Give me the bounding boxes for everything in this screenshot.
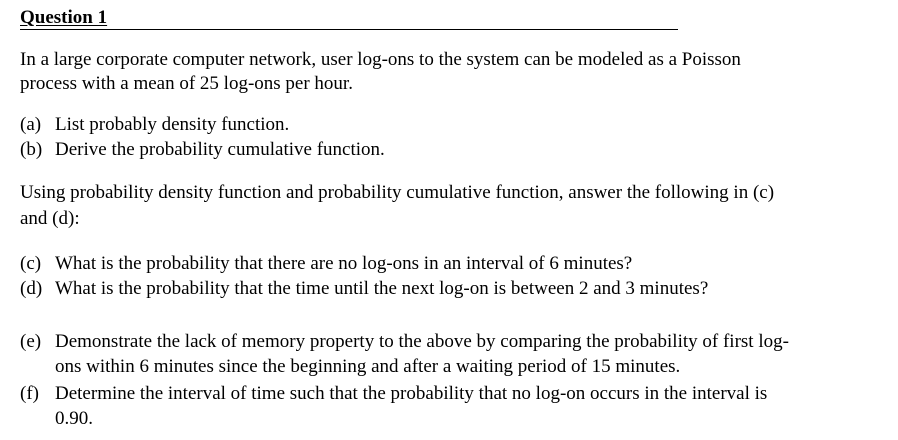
part-e-text: Demonstrate the lack of memory property to the above by comparing the probability of first log-ons within 6 minutes since the beginning and after a waiting period of 15 minutes. (55, 331, 789, 377)
question-instruction: Using probability density function and probability cumulative function, answer the following in (c) and (d): (20, 182, 775, 229)
part-f (20, 381, 800, 431)
question-intro: In a large corporate computer network, user log-ons to the system can be modeled as a Poisson process with a mean of 25 log-ons per hour. (20, 49, 741, 94)
question-heading (20, 7, 678, 30)
part-e-marker: (e) (20, 331, 42, 352)
part-d-marker: (d) (20, 278, 43, 299)
part-c-marker: (c) (20, 253, 42, 274)
part-f-marker: (f) (20, 383, 39, 404)
part-b-text: Derive the probability cumulative function. (55, 139, 385, 160)
part-d (20, 276, 800, 301)
part-e (20, 329, 800, 379)
question-title: Question 1 (20, 7, 108, 28)
part-c (20, 251, 800, 276)
part-d-text: What is the probability that the time until the next log-on is between 2 and 3 minutes? (55, 278, 709, 299)
part-b-marker: (b) (20, 139, 43, 160)
part-f-text: Determine the interval of time such that the probability that no log-on occurs in the interval is 0.90. (55, 383, 768, 429)
part-c-text: What is the probability that there are no log-ons in an interval of 6 minutes? (55, 253, 633, 274)
part-a-text: List probably density function. (55, 114, 290, 135)
part-b (20, 137, 800, 162)
part-a-marker: (a) (20, 114, 42, 135)
part-a (20, 112, 800, 137)
